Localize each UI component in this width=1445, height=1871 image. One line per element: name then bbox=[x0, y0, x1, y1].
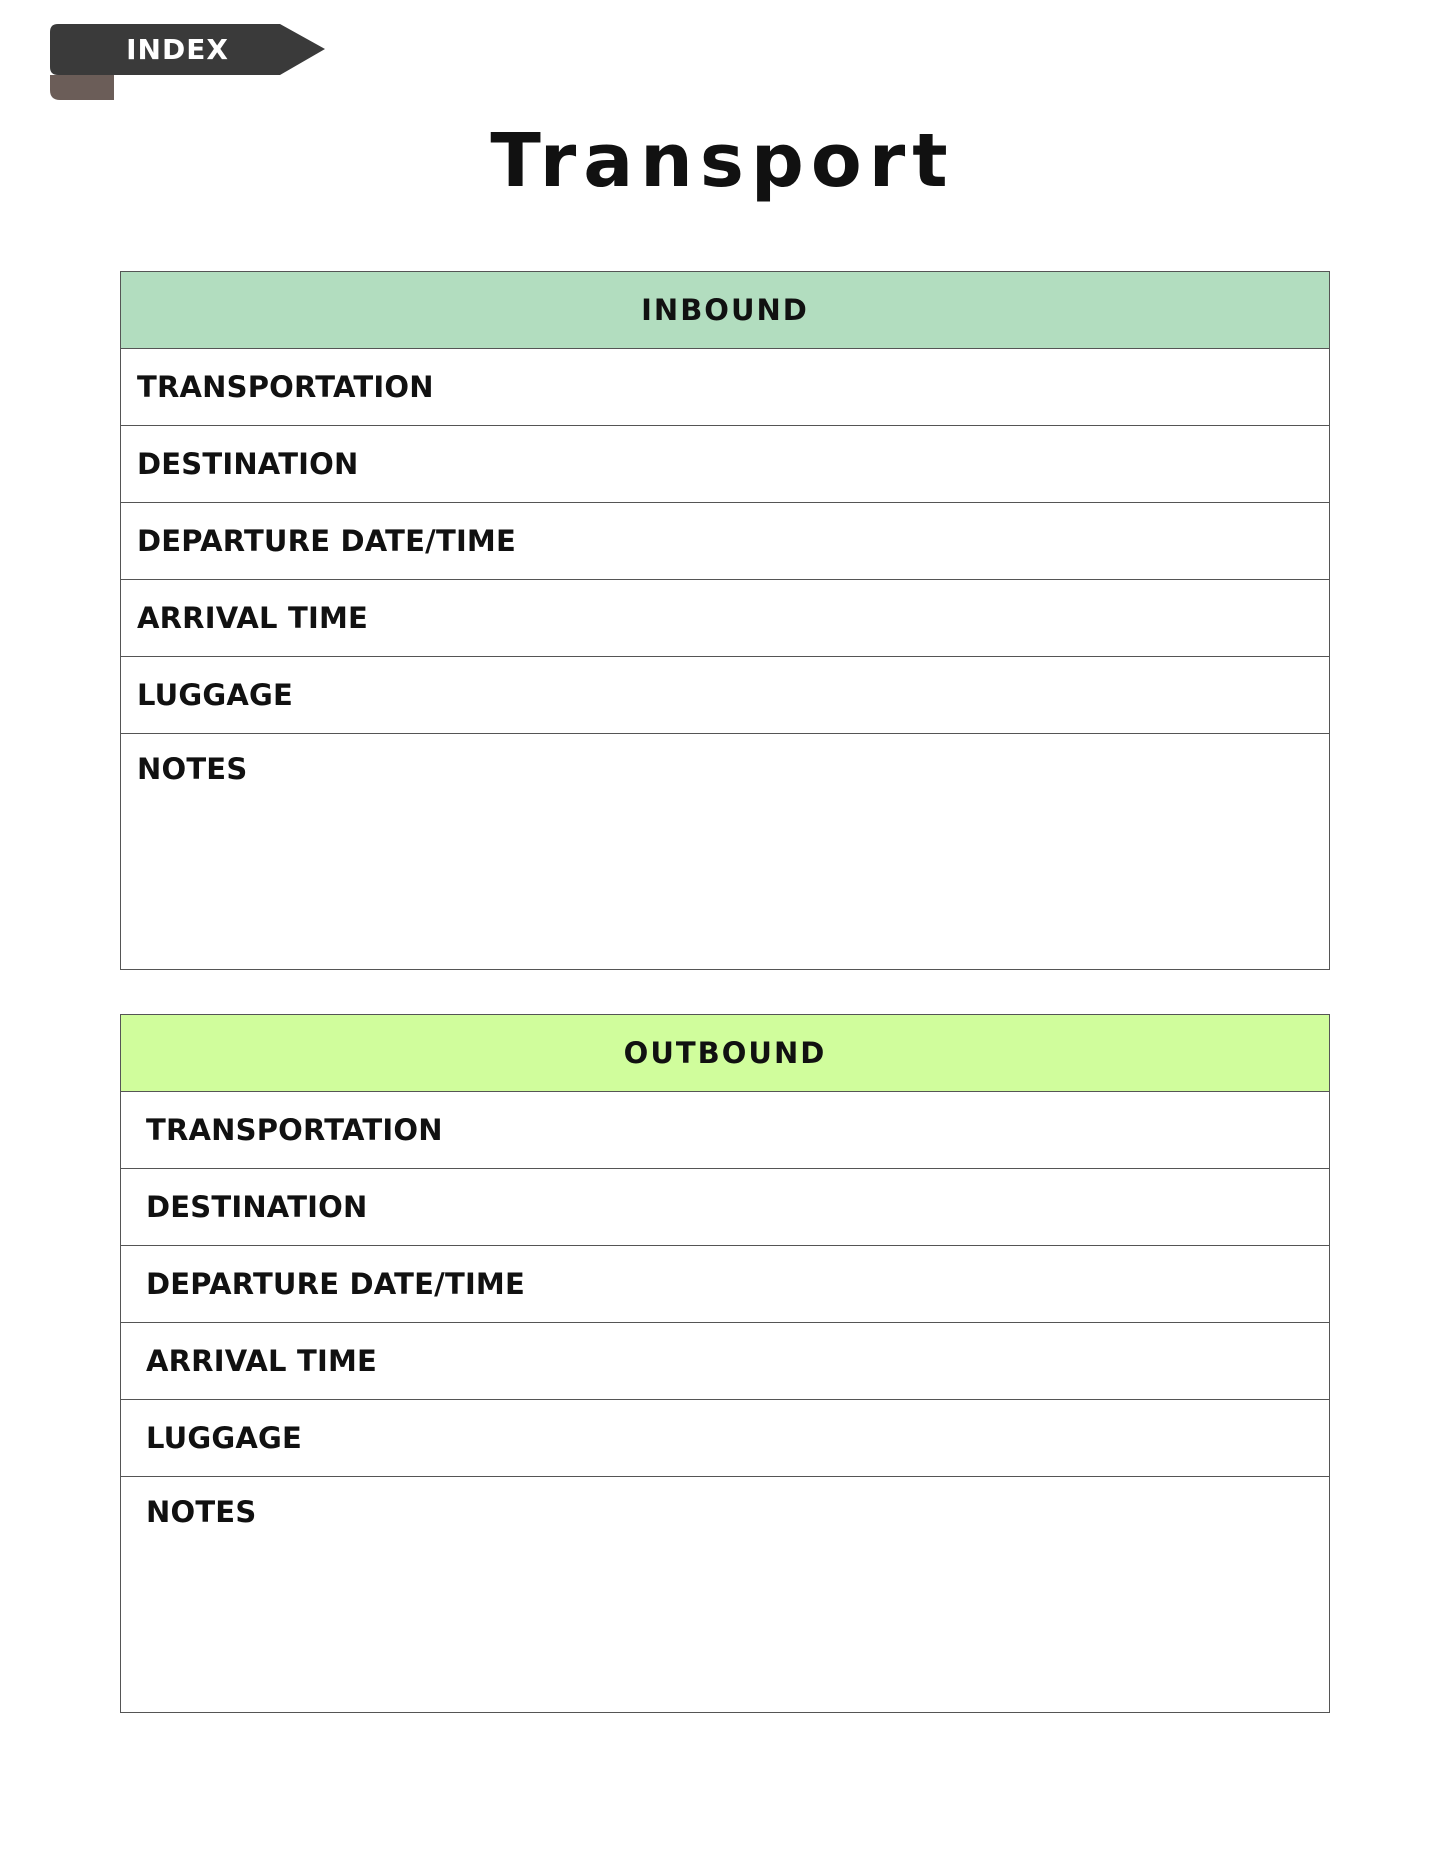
inbound-luggage-label: LUGGAGE bbox=[137, 678, 294, 712]
outbound-departure-label: DEPARTURE DATE/TIME bbox=[146, 1267, 526, 1301]
inbound-arrival-label: ARRIVAL TIME bbox=[137, 601, 369, 635]
outbound-destination-label: DESTINATION bbox=[146, 1190, 368, 1224]
inbound-arrival-row[interactable] bbox=[121, 580, 1329, 657]
outbound-transportation-row[interactable] bbox=[121, 1092, 1329, 1169]
inbound-destination-label: DESTINATION bbox=[137, 447, 359, 481]
inbound-transportation-label: TRANSPORTATION bbox=[137, 370, 434, 404]
outbound-arrival-label: ARRIVAL TIME bbox=[146, 1344, 378, 1378]
inbound-notes-area[interactable] bbox=[121, 734, 1329, 969]
outbound-header: OUTBOUND bbox=[121, 1015, 1329, 1092]
outbound-luggage-row[interactable] bbox=[121, 1400, 1329, 1477]
page-title: Transport bbox=[490, 118, 955, 204]
inbound-departure-label: DEPARTURE DATE/TIME bbox=[137, 524, 517, 558]
outbound-arrival-row[interactable] bbox=[121, 1323, 1329, 1400]
inbound-notes-label: NOTES bbox=[137, 752, 248, 786]
outbound-departure-row[interactable] bbox=[121, 1246, 1329, 1323]
outbound-luggage-label: LUGGAGE bbox=[146, 1421, 303, 1455]
inbound-transportation-row[interactable] bbox=[121, 349, 1329, 426]
outbound-notes-area[interactable] bbox=[121, 1477, 1329, 1712]
outbound-notes-label: NOTES bbox=[146, 1495, 257, 1529]
inbound-destination-row[interactable] bbox=[121, 426, 1329, 503]
outbound-transportation-label: TRANSPORTATION bbox=[146, 1113, 443, 1147]
inbound-header: INBOUND bbox=[121, 272, 1329, 349]
outbound-destination-row[interactable] bbox=[121, 1169, 1329, 1246]
inbound-table bbox=[120, 271, 1330, 970]
inbound-departure-row[interactable] bbox=[121, 503, 1329, 580]
outbound-table bbox=[120, 1014, 1330, 1713]
index-tab-button[interactable] bbox=[50, 24, 325, 101]
index-tab-label: INDEX bbox=[126, 33, 229, 66]
inbound-luggage-row[interactable] bbox=[121, 657, 1329, 734]
